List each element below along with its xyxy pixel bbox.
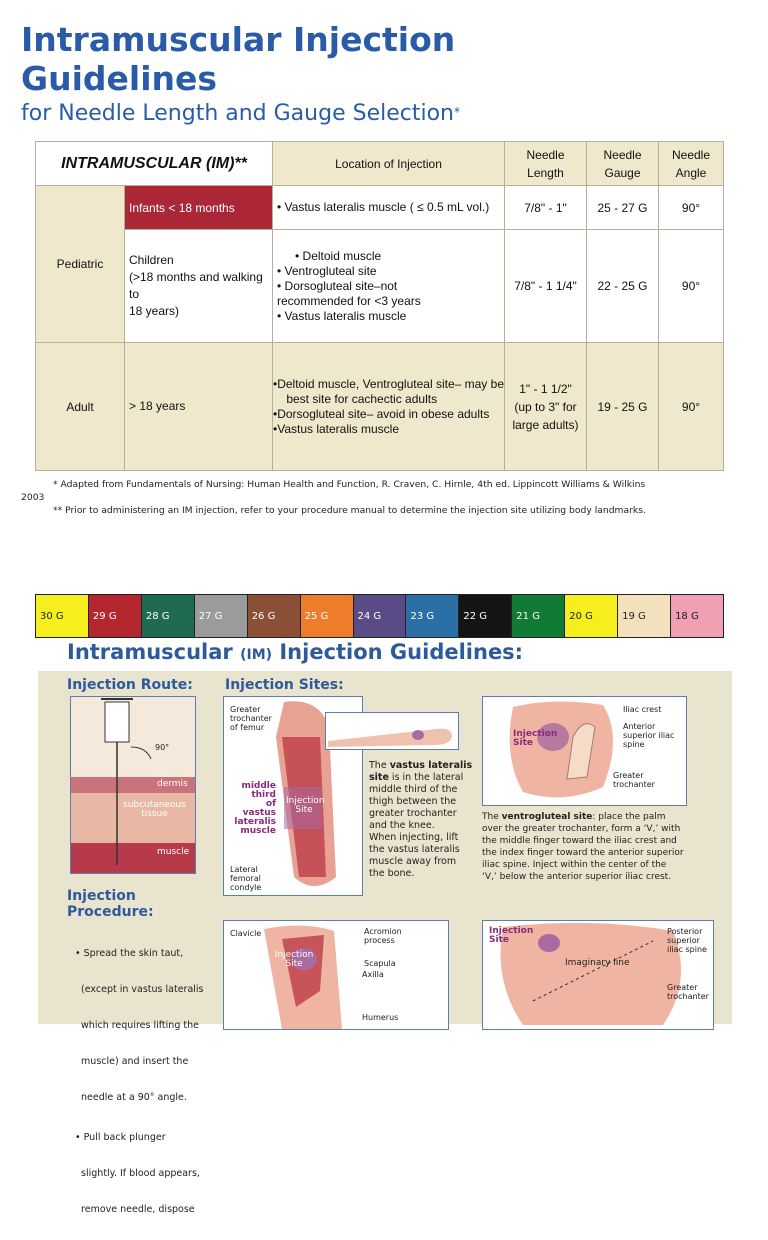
subq-label bbox=[123, 801, 186, 819]
label-line: Injection bbox=[286, 796, 325, 806]
procedure-line: (except in vastus lateralis bbox=[75, 984, 204, 995]
muscle-label: muscle bbox=[157, 847, 190, 857]
scapula-label: Scapula bbox=[364, 959, 396, 968]
procedure-list bbox=[75, 924, 204, 1240]
subq-label-2: tissue bbox=[141, 809, 168, 819]
anterior-spine-label bbox=[623, 722, 674, 749]
greater-trochanter-label bbox=[230, 705, 272, 732]
ventrogluteal-diagram bbox=[482, 696, 687, 806]
children-group-3: 18 years) bbox=[129, 304, 180, 318]
label-line: Site bbox=[489, 935, 509, 945]
label-line: of vastus bbox=[242, 799, 276, 818]
label-line: iliac spine bbox=[667, 945, 707, 954]
location-line: recommended for <3 years bbox=[277, 293, 421, 308]
thigh-site-label bbox=[286, 796, 325, 815]
table-header-row bbox=[36, 142, 724, 186]
procedure-line: muscle) and insert the bbox=[75, 1056, 189, 1067]
location-line: best site for cachectic adults bbox=[273, 391, 438, 406]
gauge-swatch: 24 G bbox=[354, 595, 407, 637]
label-line: Greater bbox=[613, 771, 644, 780]
header-im: INTRAMUSCULAR (IM)** bbox=[36, 142, 273, 186]
procedure-line: remove needle, dispose bbox=[75, 1204, 195, 1215]
children-gauge: 22 - 25 G bbox=[587, 230, 659, 343]
table-row bbox=[36, 230, 724, 343]
poster-title-a: Intramuscular bbox=[67, 640, 241, 664]
angle-label: 90° bbox=[155, 743, 170, 752]
children-length: 7/8" - 1 1/4" bbox=[505, 230, 587, 343]
leg-side-diagram bbox=[325, 712, 459, 750]
adult-length bbox=[505, 343, 587, 471]
label-line: Site bbox=[513, 738, 533, 748]
label-line: femoral bbox=[230, 874, 261, 883]
lateral-condyle-label bbox=[230, 865, 261, 892]
dorso-site-label bbox=[489, 927, 533, 945]
table-row bbox=[36, 186, 724, 230]
im-guidelines-table bbox=[35, 141, 724, 471]
clavicle-label: Clavicle bbox=[230, 929, 262, 938]
dorsogluteal-diagram bbox=[482, 920, 714, 1030]
ventrogluteal-description bbox=[482, 811, 732, 883]
header-location: Location of Injection bbox=[273, 142, 505, 186]
procedure-line: • Pull back plunger bbox=[75, 1132, 166, 1143]
posterior-spine-label bbox=[667, 927, 707, 954]
header-angle-2: Angle bbox=[675, 165, 707, 180]
location-line: • Ventrogluteal site bbox=[277, 263, 377, 278]
vastus-line: the vastus lateralis bbox=[369, 844, 460, 855]
ventro-line: the middle finger toward the iliac crest and bbox=[482, 836, 677, 846]
location-line: • Vastus lateralis muscle bbox=[277, 308, 407, 323]
location-line: • Deltoid muscle bbox=[295, 248, 382, 263]
label-line: process bbox=[364, 936, 395, 945]
adult-length-1: 1" - 1 1/2" bbox=[519, 381, 572, 396]
label-line: condyle bbox=[230, 883, 262, 892]
injection-sites-heading: Injection Sites: bbox=[225, 677, 344, 693]
hip-site-label bbox=[513, 730, 557, 748]
injection-route-diagram bbox=[70, 696, 196, 874]
page-title bbox=[21, 20, 455, 98]
children-group-cell bbox=[125, 230, 273, 343]
imaginary-line-label: Imaginary line bbox=[565, 958, 630, 968]
adult-length-2: (up to 3" for bbox=[514, 399, 577, 414]
adult-length-3: large adults) bbox=[512, 417, 579, 432]
location-line: •Dorsogluteal site– avoid in obese adults bbox=[273, 406, 490, 421]
vastus-description bbox=[369, 760, 479, 880]
gauge-swatch: 23 G bbox=[406, 595, 459, 637]
label-line: superior bbox=[667, 936, 700, 945]
location-line: • Vastus lateralis muscle ( ≤ 0.5 mL vol.) bbox=[277, 200, 490, 214]
deltoid-diagram bbox=[223, 920, 449, 1030]
label-line: Anterior bbox=[623, 722, 656, 731]
title-line-2: Guidelines bbox=[21, 59, 218, 98]
gauge-swatch: 25 G bbox=[301, 595, 354, 637]
procedure-line: • Spread the skin taut, bbox=[75, 948, 184, 959]
children-group-1: Children bbox=[129, 253, 174, 267]
pediatric-label: Pediatric bbox=[36, 186, 125, 343]
footnote-2: ** Prior to administering an IM injection, refer to your procedure manual to determine the injection site utilizing body landmarks. bbox=[53, 505, 646, 516]
label-line: Lateral bbox=[230, 865, 258, 874]
header-length-2: Length bbox=[527, 165, 564, 180]
header-gauge-2: Gauge bbox=[604, 165, 641, 180]
gauge-swatch: 20 G bbox=[565, 595, 618, 637]
deltoid-site-label bbox=[274, 951, 314, 969]
iliac-crest-label: Iliac crest bbox=[623, 705, 662, 714]
header-angle-1: Needle bbox=[671, 147, 711, 162]
children-location bbox=[273, 230, 505, 343]
gauge-swatch: 19 G bbox=[618, 595, 671, 637]
adult-group-cell: > 18 years bbox=[125, 343, 273, 471]
gauge-swatch: 22 G bbox=[459, 595, 512, 637]
infants-location bbox=[273, 186, 505, 230]
adult-location bbox=[273, 343, 505, 471]
gauge-swatch: 29 G bbox=[89, 595, 142, 637]
children-group-2: (>18 months and walking to bbox=[129, 270, 263, 301]
infants-angle: 90° bbox=[659, 186, 724, 230]
humerus-label: Humerus bbox=[362, 1013, 399, 1022]
adult-label: Adult bbox=[36, 343, 125, 471]
subtitle-text: for Needle Length and Gauge Selection bbox=[21, 101, 454, 126]
label-line: Posterior bbox=[667, 927, 703, 936]
vastus-line: thigh between the bbox=[369, 796, 457, 807]
label-line: Site bbox=[295, 805, 313, 815]
procedure-line: needle at a 90° angle. bbox=[75, 1092, 187, 1103]
gauge-swatch: 30 G bbox=[36, 595, 89, 637]
procedure-heading-1: Injection bbox=[67, 888, 136, 904]
gauge-swatch: 28 G bbox=[142, 595, 195, 637]
infants-gauge: 25 - 27 G bbox=[587, 186, 659, 230]
label-line: Injection bbox=[513, 729, 558, 739]
footnote-1: * Adapted from Fundamentals of Nursing: Human Health and Function, R. Craven, C. Hirnle, 4th ed. Lippincott Williams & Wilkins 2003 bbox=[21, 479, 646, 503]
infants-length: 7/8" - 1" bbox=[505, 186, 587, 230]
vastus-line: middle third of the bbox=[369, 784, 458, 795]
label-line: trochanter bbox=[613, 780, 655, 789]
label-line: Injection bbox=[489, 926, 534, 936]
procedure-line: which requires lifting the bbox=[75, 1020, 199, 1031]
children-angle: 90° bbox=[659, 230, 724, 343]
header-gauge-1: Needle bbox=[603, 147, 642, 162]
vastus-line: The vastus lateralis bbox=[369, 760, 473, 771]
ventro-line: the index finger toward the anterior superior bbox=[482, 848, 684, 858]
label-line: spine bbox=[623, 740, 645, 749]
label-line: third bbox=[251, 790, 276, 800]
ventro-line: ‘V,’ below the anterior superior iliac crest. bbox=[482, 872, 672, 882]
vastus-line: greater trochanter bbox=[369, 808, 457, 819]
location-line: •Deltoid muscle, Ventrogluteal site– may be bbox=[273, 376, 504, 391]
adult-gauge: 19 - 25 G bbox=[587, 343, 659, 471]
label-line: Injection bbox=[274, 950, 314, 960]
location-line: •Vastus lateralis muscle bbox=[273, 421, 400, 436]
header-length-1: Needle bbox=[526, 147, 565, 162]
subq-label-1: subcutaneous bbox=[123, 800, 186, 810]
table-row bbox=[36, 343, 724, 471]
poster-title bbox=[67, 640, 523, 664]
injection-route-heading: Injection Route: bbox=[67, 677, 193, 693]
label-line: middle bbox=[241, 781, 276, 791]
im-poster bbox=[38, 640, 732, 1215]
label-line: trochanter bbox=[230, 714, 272, 723]
label-line: Acromion bbox=[364, 927, 402, 936]
label-line: Site bbox=[285, 959, 303, 969]
gauge-color-strip bbox=[35, 594, 724, 638]
hip-greater-trochanter-label bbox=[613, 771, 655, 789]
adult-angle: 90° bbox=[659, 343, 724, 471]
location-line: • Dorsogluteal site–not bbox=[277, 278, 398, 293]
vastus-line: muscle away from bbox=[369, 856, 457, 867]
ventro-line: iliac spine. Inject within the center of the bbox=[482, 860, 667, 870]
label-line: of femur bbox=[230, 723, 265, 732]
subtitle-footnote-mark: * bbox=[454, 105, 460, 119]
label-line: superior iliac bbox=[623, 731, 675, 740]
leg-svg bbox=[326, 713, 458, 749]
gauge-swatch: 21 G bbox=[512, 595, 565, 637]
header-length bbox=[505, 142, 587, 186]
vastus-line: the bone. bbox=[369, 868, 415, 879]
ventro-line: The ventrogluteal site: place the palm bbox=[482, 812, 666, 822]
dorso-greater-trochanter-label bbox=[667, 983, 709, 1001]
vastus-line: site is in the lateral bbox=[369, 772, 464, 783]
poster-title-c: Injection Guidelines: bbox=[272, 640, 524, 664]
page-subtitle bbox=[21, 101, 460, 127]
title-line-1: Intramuscular Injection bbox=[21, 20, 456, 59]
header-gauge bbox=[587, 142, 659, 186]
gauge-swatch: 18 G bbox=[671, 595, 723, 637]
procedure-heading-2: Procedure: bbox=[67, 904, 154, 920]
gauge-swatch: 27 G bbox=[195, 595, 248, 637]
label-line: muscle bbox=[240, 826, 276, 836]
vastus-line: and the knee. bbox=[369, 820, 435, 831]
poster-title-b: (IM) bbox=[240, 647, 273, 663]
infants-group-cell: Infants < 18 months bbox=[125, 186, 273, 230]
vastus-line: When injecting, lift bbox=[369, 832, 459, 843]
ventro-line: over the greater trochanter, form a ‘V,’ with bbox=[482, 824, 681, 834]
gauge-swatch: 26 G bbox=[248, 595, 301, 637]
procedure-line: slightly. If blood appears, bbox=[75, 1168, 200, 1179]
header-angle bbox=[659, 142, 724, 186]
middle-third-label bbox=[230, 782, 276, 836]
injection-procedure-heading bbox=[67, 888, 154, 920]
dermis-label: dermis bbox=[157, 779, 188, 789]
axilla-label: Axilla bbox=[362, 970, 384, 979]
label-line: trochanter bbox=[667, 992, 709, 1001]
label-line: Greater bbox=[230, 705, 261, 714]
label-line: lateralis bbox=[234, 817, 276, 827]
label-line: Greater bbox=[667, 983, 698, 992]
footnotes bbox=[21, 478, 646, 517]
acromion-label bbox=[364, 927, 402, 945]
